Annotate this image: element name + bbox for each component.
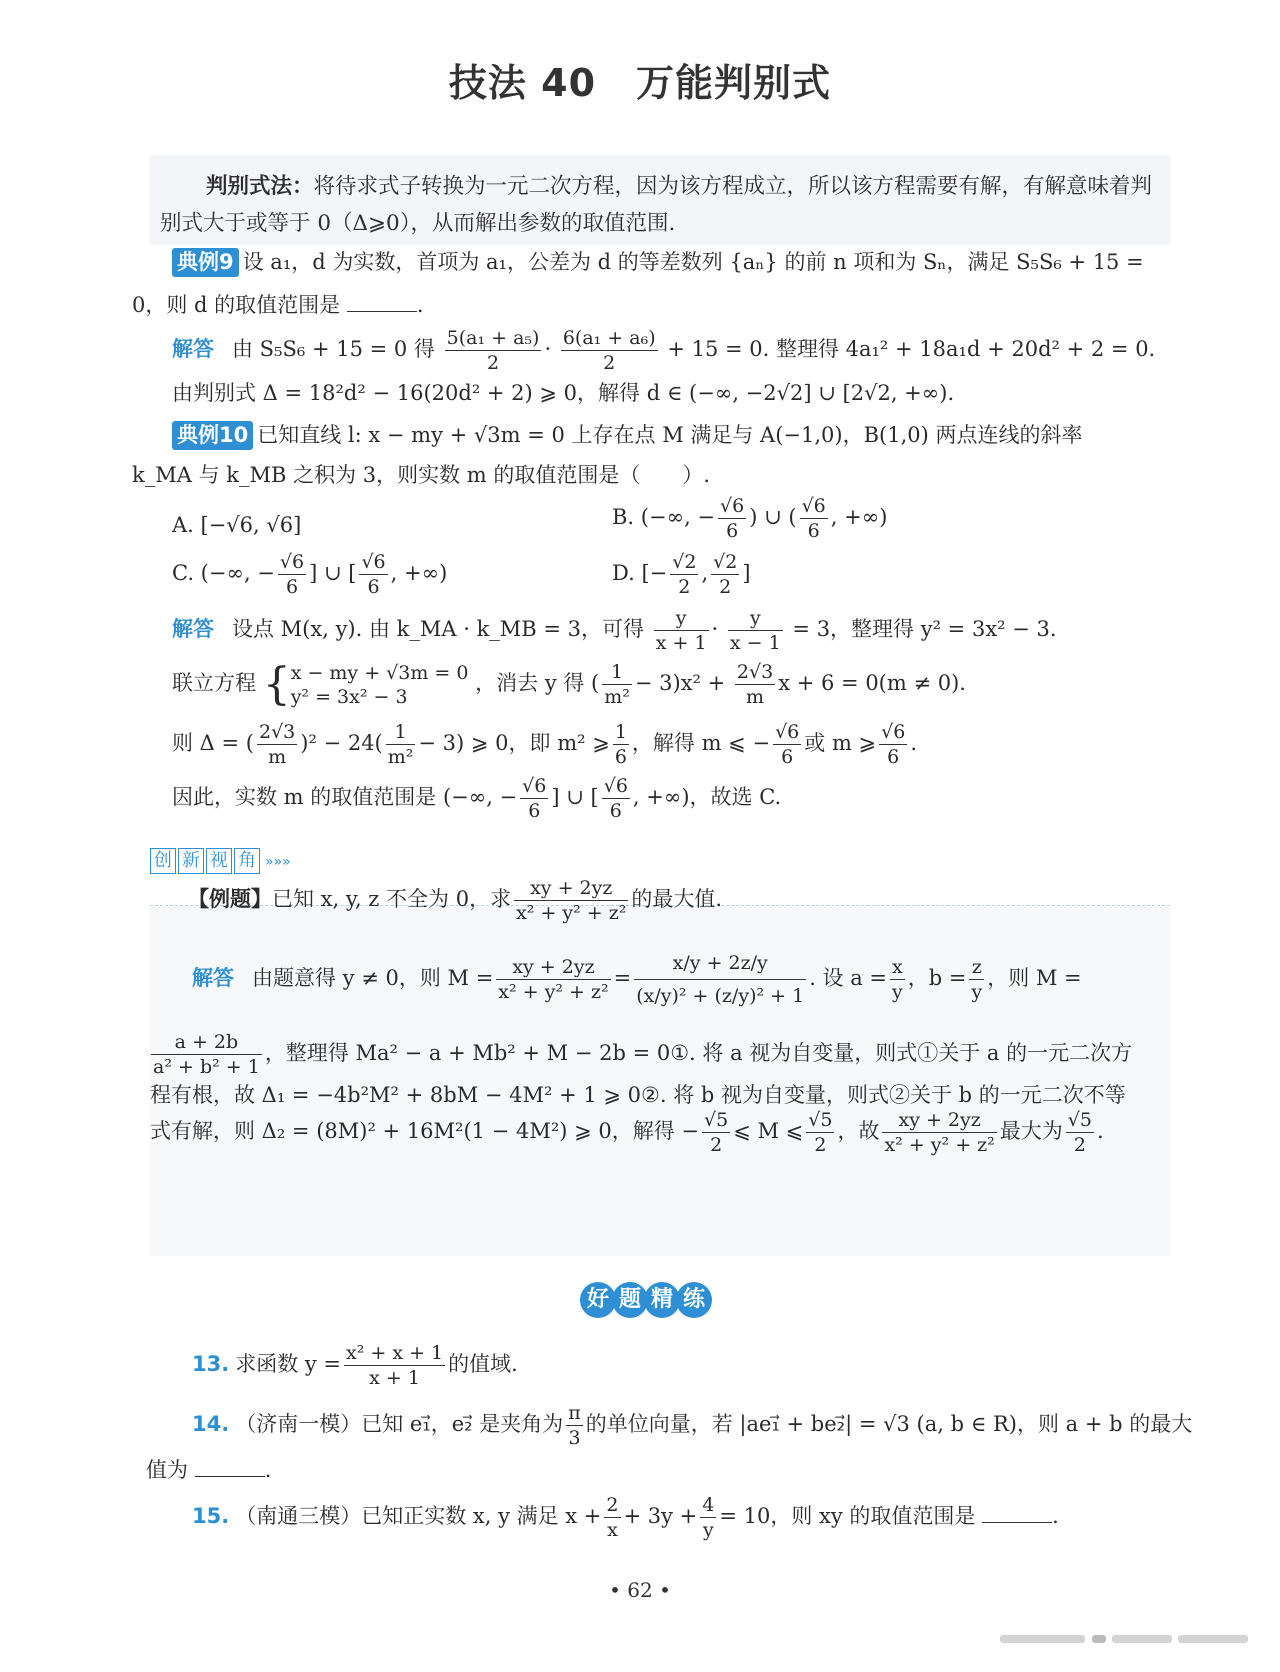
innovation-solution-line3: 程有根，故 Δ₁ = −4b²M² + 8bM − 4M² + 1 ⩾ 0②. 将 b 视为自变量，则式②关于 b 的一元二次不等 (150, 1083, 1126, 1107)
ex10-s1-dot: · (711, 617, 719, 641)
title-part2: 万能判别式 (636, 61, 832, 105)
ex10-s1-frac1 (654, 606, 709, 655)
innovation-s1-c: ，b = (907, 966, 967, 990)
ex9-text2: 0，则 d 的取值范围是 (132, 293, 341, 317)
question-15-number: 15. (192, 1504, 230, 1528)
page-title (0, 52, 1280, 107)
ex10-optD-frac2-den: 2 (719, 576, 732, 598)
ex10-s3-frac4-num: √6 (775, 721, 800, 743)
watermark-bar (1000, 1635, 1085, 1643)
q15-b: + 3y + (623, 1504, 698, 1528)
watermark-bar (1178, 1635, 1248, 1643)
ex10-s3-frac2-num: 1 (386, 720, 416, 745)
q13-frac-den: x + 1 (369, 1367, 420, 1389)
ex10-s3-frac1-num: 2√3 (258, 721, 296, 743)
q13-frac-num: x² + x + 1 (346, 1342, 444, 1364)
innovation-solution-line1 (192, 940, 1082, 1016)
ex10-s2-a: 联立方程 (172, 671, 256, 695)
ex10-s2-d: x + 6 = 0(m ≠ 0). (778, 671, 966, 695)
brace: { (262, 658, 291, 710)
ex9-answer-blank (347, 293, 417, 312)
chevron-right-icon: »»» (262, 850, 294, 874)
q14-c: 值为 (146, 1458, 188, 1482)
ex10-optC-frac1 (278, 550, 306, 599)
ex9-sol1-a: 由 S₅S₆ + 15 = 0 得 (232, 337, 435, 361)
innovation-example-label: 【例题】 (188, 887, 272, 911)
ex10-optC-frac2-den: 6 (367, 576, 380, 598)
ex10-s3-frac3 (613, 720, 629, 769)
ex10-solution-line1 (172, 604, 1057, 655)
ex10-optC-b: ] ∪ [ (309, 561, 357, 585)
innovation-s1-bigfrac-num: x/y + 2z/y (634, 947, 806, 980)
innovation-s1-frac-b (969, 955, 984, 1004)
ex10-tag: 典例10 (172, 421, 253, 450)
ex10-optD-c: ] (742, 561, 751, 585)
ex9-frac1-den: 2 (486, 352, 500, 374)
ex10-s2-frac2-den: m (746, 686, 765, 708)
q14-a: （济南一模）已知 e₁⃗，e₂⃗ 是夹角为 (235, 1412, 564, 1436)
innovation-s1-bigfrac (634, 947, 806, 1012)
innovation-s4-frac1-den: 2 (710, 1134, 723, 1156)
ex9-text1: 设 a₁，d 为实数，首项为 a₁，公差为 d 的等差数列 {aₙ} 的前 n 项和为 Sₙ，满足 S₅S₆ + 15 = (242, 250, 1144, 274)
ex10-s4-frac1 (520, 774, 548, 823)
innovation-ex-frac-num: xy + 2yz (514, 876, 628, 901)
innovation-char-2: 新 (178, 848, 204, 874)
innovation-s1-frac-a-num: x (890, 955, 905, 980)
ex10-s1-a: 设点 M(x, y). 由 k_MA · k_MB = 3，可得 (232, 617, 645, 641)
q13-b: 的值域. (448, 1352, 518, 1376)
ex10-s2-frac1-num: 1 (602, 660, 632, 685)
ex10-s1-frac1-num: y (654, 606, 709, 631)
ex9-frac1 (445, 326, 542, 375)
question-13-number: 13. (192, 1352, 230, 1376)
ex10-s2-c: − 3)x² + (634, 671, 726, 695)
ex10-s3-frac2-den: m² (387, 746, 414, 768)
ex10-s3-frac5 (879, 720, 907, 769)
innovation-s4-frac2 (806, 1108, 834, 1157)
q15-frac2-num: 4 (702, 1494, 715, 1516)
ex10-optD-a: D. [− (612, 561, 668, 585)
question-14-number: 14. (192, 1412, 230, 1436)
innovation-ex-b: 的最大值. (631, 887, 723, 911)
q14-frac (566, 1401, 583, 1450)
innovation-s1-frac-b-den: y (971, 981, 983, 1003)
ex10-optB-frac2-num: √6 (801, 495, 826, 517)
ex10-s2-sys2: y² = 3x² − 3 (290, 685, 408, 708)
ex10-optD-frac2-num: √2 (713, 551, 738, 573)
ex10-optD-frac1-num: √2 (672, 551, 697, 573)
innovation-s4-d: 最大为 (999, 1119, 1063, 1143)
q15-frac2-den: y (702, 1519, 714, 1541)
ex10-s3-frac3-den: 6 (614, 746, 627, 768)
ex10-s2-b: ，消去 y 得 ( (475, 671, 600, 695)
ex10-s3-b: )² − 24( (300, 731, 383, 755)
ex10-optB-frac2-den: 6 (807, 520, 820, 542)
practice-char-4: 练 (676, 1282, 712, 1318)
ex10-s4-frac2-den: 6 (609, 800, 622, 822)
ex10-optB-a: B. (−∞, − (612, 505, 716, 529)
ex9-frac2-num: 6(a₁ + a₆) (562, 327, 656, 349)
practice-char-2: 题 (612, 1282, 648, 1318)
innovation-s2-frac (151, 1030, 262, 1079)
innovation-s1-frac1-num: xy + 2yz (496, 955, 610, 980)
q13-frac (344, 1341, 445, 1390)
ex10-optC-frac1-den: 6 (285, 576, 299, 598)
ex10-solution-line3 (172, 718, 917, 769)
q14-frac-num: π (568, 1402, 581, 1424)
innovation-s4-frac3-den: x² + y² + z² (884, 1134, 995, 1156)
watermark (1000, 1625, 1260, 1653)
innovation-s4-frac3-num: xy + 2yz (882, 1108, 996, 1133)
innovation-char-3: 视 (206, 848, 232, 874)
question-13 (192, 1338, 518, 1390)
intro-paragraph (160, 168, 1160, 242)
ex10-optB-frac1 (718, 494, 746, 543)
q14-b: 的单位向量，若 |ae₁⃗ + be₂⃗| = √3 (a, b ∈ R)，则 a + b 的最大 (585, 1412, 1193, 1436)
innovation-s1-eq: = (613, 966, 632, 990)
innovation-solution-line4 (150, 1106, 1104, 1157)
ex9-solution-line1 (172, 324, 1155, 375)
watermark-bar (1092, 1635, 1106, 1643)
innovation-s4-frac4-den: 2 (1073, 1134, 1086, 1156)
innovation-s1-d: ，则 M = (987, 966, 1082, 990)
innovation-solution-line2 (148, 1028, 1132, 1079)
ex10-s2-frac1-den: m² (604, 686, 630, 708)
ex10-line2: k_MA 与 k_MB 之积为 3，则实数 m 的取值范围是（ ）. (132, 463, 711, 487)
innovation-example (188, 872, 722, 926)
innovation-s4-frac2-den: 2 (814, 1134, 827, 1156)
innovation-s1-bigfrac-den: (x/y)² + (z/y)² + 1 (636, 985, 805, 1007)
question-14 (192, 1398, 1192, 1450)
practice-header (582, 1282, 710, 1318)
ex10-s3-c: − 3) ⩾ 0，即 m² ⩾ (418, 731, 610, 755)
watermark-bar (1112, 1635, 1172, 1643)
ex10-s2-frac2-num: 2√3 (736, 661, 774, 683)
ex10-s3-frac4-den: 6 (781, 746, 794, 768)
ex9-line1 (172, 247, 1144, 277)
q15-c: = 10，则 xy 的取值范围是 (719, 1504, 976, 1528)
ex9-tag: 典例9 (172, 248, 239, 277)
practice-char-1: 好 (580, 1282, 616, 1318)
ex10-s1-frac2-den: x − 1 (729, 632, 781, 654)
innovation-s1-b: . 设 a = (809, 966, 888, 990)
ex10-s4-frac2-num: √6 (603, 775, 628, 797)
ex10-solution-line4 (172, 772, 781, 823)
ex10-s4-b: ] ∪ [ (551, 785, 599, 809)
ex10-s4-frac1-den: 6 (528, 800, 541, 822)
ex10-s3-frac4 (773, 720, 801, 769)
ex10-optD-b: , (701, 561, 709, 585)
ex9-sol1-b: + 15 = 0. 整理得 4a₁² + 18a₁d + 20d² + 2 = 0. (667, 337, 1156, 361)
innovation-s1-frac-a-den: y (892, 981, 903, 1003)
ex10-s2-frac1 (602, 660, 632, 709)
ex9-dot: · (544, 337, 552, 361)
ex10-s3-frac2 (386, 720, 416, 769)
ex10-s3-frac1 (257, 720, 297, 769)
innovation-s2-frac-den: a² + b² + 1 (153, 1056, 260, 1078)
ex10-s2-sys1: x − my + √3m = 0 (290, 661, 469, 684)
innovation-s4-a: 式有解，则 Δ₂ = (8M)² + 16M²(1 − 4M²) ⩾ 0，解得 − (150, 1119, 700, 1143)
ex10-s3-f: . (910, 731, 918, 755)
innovation-s4-frac4 (1066, 1108, 1094, 1157)
innovation-ex-frac (514, 876, 628, 925)
question-15 (192, 1490, 1059, 1542)
ex10-s1-b: = 3，整理得 y² = 3x² − 3. (792, 617, 1057, 641)
ex10-s4-a: 因此，实数 m 的取值范围是 (−∞, − (172, 785, 518, 809)
ex10-optD-frac1-den: 2 (678, 576, 691, 598)
innovation-s4-frac1-num: √5 (704, 1109, 729, 1131)
ex10-line1 (172, 420, 1083, 450)
ex9-frac2-den: 2 (603, 352, 616, 374)
question-15-answer-blank (982, 1504, 1052, 1523)
innovation-s4-b: ⩽ M ⩽ (733, 1119, 804, 1143)
ex10-s3-frac5-num: √6 (881, 721, 906, 743)
ex10-s1-frac2-num: y (728, 606, 783, 631)
ex10-optB-frac2 (800, 494, 828, 543)
innovation-s4-frac2-num: √5 (808, 1109, 833, 1131)
innovation-char-1: 创 (150, 848, 176, 874)
ex9-line2 (132, 290, 424, 320)
ex10-option-b (612, 492, 887, 543)
ex9-frac2 (561, 326, 658, 375)
question-14-line2 (146, 1455, 271, 1485)
ex10-option-c (172, 548, 447, 599)
ex10-s4-frac2 (602, 774, 630, 823)
ex10-s3-frac3-num: 1 (614, 721, 627, 743)
intro-text: 将待求式子转换为一元二次方程，因为该方程成立，所以该方程需要有解，有解意味着判别式大于或等于 0（Δ⩾0），从而解出参数的取值范围. (160, 174, 1153, 236)
ex10-optC-a: C. (−∞, − (172, 561, 275, 585)
q15-a: （南通三模）已知正实数 x, y 满足 x + (235, 1504, 602, 1528)
innovation-ex-a: 已知 x, y, z 不全为 0，求 (272, 887, 512, 911)
ex9-frac1-num: 5(a₁ + a₅) (446, 327, 540, 349)
ex9-solution-line2: 由判别式 Δ = 18²d² − 16(20d² + 2) ⩾ 0，解得 d ∈ (−∞, −2√2] ∪ [2√2, +∞). (172, 381, 955, 405)
ex10-s1-frac2 (728, 606, 783, 655)
innovation-s1-a: 由题意得 y ≠ 0，则 M = (252, 966, 494, 990)
innovation-ex-frac-den: x² + y² + z² (516, 902, 627, 924)
practice-char-3: 精 (644, 1282, 680, 1318)
ex10-optC-frac2-num: √6 (361, 551, 386, 573)
ex10-solution-line2 (172, 658, 966, 709)
ex10-s4-c: , +∞)，故选 C. (632, 785, 782, 809)
ex10-optB-frac1-den: 6 (726, 520, 739, 542)
ex9-solution-label: 解答 (172, 337, 214, 361)
page-number: • 62 • (609, 1578, 671, 1602)
q15-frac1-den: x (607, 1519, 618, 1541)
ex10-s3-frac5-den: 6 (887, 746, 900, 768)
q14-d: . (264, 1458, 272, 1482)
innovation-s1-frac1 (496, 955, 610, 1004)
ex10-text1: 已知直线 l: x − my + √3m = 0 上存在点 M 满足与 A(−1,0)，B(1,0) 两点连线的斜率 (257, 423, 1083, 447)
q15-d: . (1052, 1504, 1059, 1528)
ex10-solution-label: 解答 (172, 617, 214, 641)
innovation-s1-frac1-den: x² + y² + z² (498, 981, 609, 1003)
title-part1: 技法 40 (448, 61, 597, 105)
ex10-optB-b: ) ∪ ( (749, 505, 797, 529)
innovation-solution-label: 解答 (192, 966, 234, 990)
ex10-option-d (612, 548, 751, 599)
innovation-header (150, 848, 296, 874)
innovation-s1-frac-b-num: z (969, 955, 984, 980)
ex10-optB-c: , +∞) (830, 505, 888, 529)
ex10-optC-c: , +∞) (390, 561, 448, 585)
innovation-s1-frac-a (890, 955, 905, 1004)
innovation-s4-frac1 (702, 1108, 730, 1157)
ex10-option-a: A. [−√6, √6] (172, 513, 302, 537)
ex10-s3-a: 则 Δ = ( (172, 731, 254, 755)
ex10-optB-frac1-num: √6 (720, 495, 745, 517)
innovation-char-4: 角 (234, 848, 260, 874)
q15-frac1 (604, 1493, 620, 1542)
ex10-s3-d: ，解得 m ⩽ − (631, 731, 771, 755)
ex10-s3-e: 或 m ⩾ (804, 731, 877, 755)
ex9-text2-end: . (416, 293, 424, 317)
innovation-s4-frac4-num: √5 (1067, 1109, 1092, 1131)
ex10-s3-frac1-den: m (268, 746, 287, 768)
ex10-s1-frac1-den: x + 1 (655, 632, 707, 654)
ex10-optD-frac1 (670, 550, 698, 599)
q15-frac1-num: 2 (606, 1494, 619, 1516)
ex10-optC-frac2 (359, 550, 387, 599)
question-14-answer-blank (195, 1458, 265, 1477)
q14-frac-den: 3 (568, 1427, 581, 1449)
ex10-optC-frac1-num: √6 (279, 551, 305, 573)
innovation-s4-c: ，故 (837, 1119, 880, 1143)
intro-label: 判别式法： (206, 174, 314, 199)
equation-system (291, 661, 469, 709)
ex10-optD-frac2 (711, 550, 739, 599)
ex10-s4-frac1-num: √6 (522, 775, 547, 797)
q13-a: 求函数 y = (235, 1352, 342, 1376)
innovation-s4-frac3 (882, 1108, 996, 1157)
q15-frac2 (700, 1493, 716, 1542)
ex10-s2-frac2 (735, 660, 775, 709)
innovation-s2-a: ，整理得 Ma² − a + Mb² + M − 2b = 0①. 将 a 视为自变量，则式①关于 a 的一元二次方 (264, 1041, 1133, 1065)
innovation-s4-e: . (1096, 1119, 1104, 1143)
innovation-s2-frac-num: a + 2b (151, 1030, 262, 1055)
